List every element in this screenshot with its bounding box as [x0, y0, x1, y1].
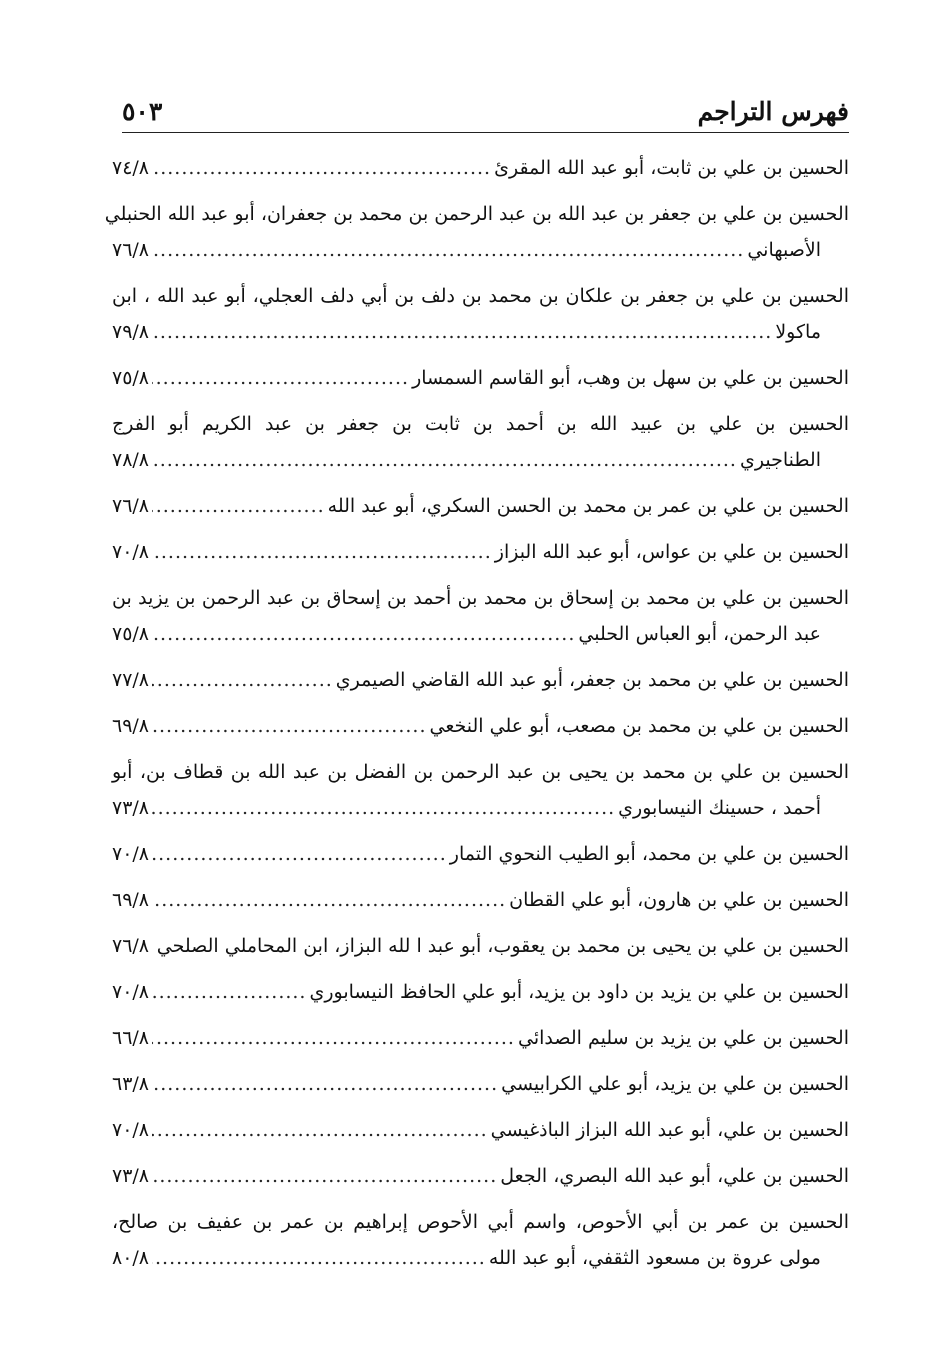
entry-line [112, 928, 849, 964]
dot-leader [152, 974, 306, 1010]
entry-line [112, 406, 849, 442]
entry-name-text: مولى عروة بن مسعود الثقفي، أبو عبد الله [488, 1247, 821, 1269]
dot-leader [152, 442, 737, 478]
entry-line [104, 196, 849, 232]
index-entry [112, 836, 849, 872]
volume-page-ref: ٧٥/٨ [112, 623, 150, 645]
volume-page-ref: ٧٠/٨ [112, 1119, 150, 1141]
index-entry [112, 708, 849, 744]
dot-leader [152, 616, 575, 652]
header-rule [122, 132, 849, 133]
entry-line [112, 1112, 849, 1148]
index-entry [112, 360, 849, 396]
running-title: فهرس التراجم [697, 97, 849, 126]
volume-page-ref: ٦٦/٨ [112, 1027, 150, 1049]
volume-page-ref: ٧٦/٨ [112, 935, 150, 957]
entry-name-text: الحسين بن علي بن ثابت، أبو عبد الله المقرئ [494, 157, 849, 179]
dot-leader [152, 314, 772, 350]
entry-name-text: الحسين بن علي بن جعفر بن علكان بن محمد بن دلف بن أبي دلف العجلي، أبو عبد الله ، ابن [112, 285, 849, 307]
dot-leader [152, 790, 615, 826]
dot-leader [152, 708, 426, 744]
index-entry [112, 406, 849, 478]
index-entry [112, 534, 849, 570]
entry-line [112, 882, 849, 918]
entry-name-text: ماكولا [775, 321, 821, 343]
dot-leader [152, 1158, 497, 1194]
entry-continuation-line [112, 616, 849, 652]
entry-line [112, 580, 849, 616]
index-entry [112, 1158, 849, 1194]
entry-name-text: الحسين بن علي بن هارون، أبو علي القطان [509, 889, 849, 911]
page-header [122, 78, 849, 126]
volume-page-ref: ٧٠/٨ [112, 541, 150, 563]
volume-page-ref: ٧٠/٨ [112, 843, 150, 865]
entry-continuation-line [112, 442, 849, 478]
volume-page-ref: ٨٠/٨ [112, 1247, 150, 1269]
entry-name-text: الطناجيري [739, 449, 821, 471]
volume-page-ref: ٧٠/٨ [112, 981, 150, 1003]
index-entry [112, 882, 849, 918]
entry-continuation-line [112, 790, 849, 826]
entry-name-text: الحسين بن علي بن يزيد بن سليم الصدائي [517, 1027, 849, 1049]
volume-page-ref: ٧٣/٨ [112, 797, 150, 819]
index-entry [112, 1204, 849, 1276]
entry-line [112, 1066, 849, 1102]
volume-page-ref: ٧٨/٨ [112, 449, 150, 471]
entry-name-text: الحسين بن علي بن يزيد بن داود بن يزيد، أبو علي الحافظ النيسابوري [309, 981, 849, 1003]
volume-page-ref: ٧٣/٨ [112, 1165, 150, 1187]
entry-name-text: الحسين بن عمر بن أبي الأحوص، واسم أبي الأحوص إبراهيم بن عمر بن عفيف بن صالح، [112, 1211, 849, 1233]
entry-name-text: الحسين بن علي بن محمد بن إسحاق بن محمد بن أحمد بن إسحاق بن عبد الرحمن بن يزيد بن [112, 587, 849, 609]
dot-leader [152, 1112, 488, 1148]
index-entry [112, 928, 849, 964]
index-entry [112, 1066, 849, 1102]
index-entry [112, 974, 849, 1010]
page-number: ٥٠٣ [122, 97, 163, 126]
volume-page-ref: ٧٦/٨ [112, 239, 150, 261]
volume-page-ref: ٦٩/٨ [112, 889, 150, 911]
index-entry [112, 488, 849, 524]
index-entry [112, 754, 849, 826]
entry-name-text: الحسين بن علي بن عبيد الله بن أحمد بن ثابت بن جعفر بن عبد الكريم أبو الفرج [112, 413, 849, 435]
dot-leader [152, 488, 325, 524]
dot-leader [152, 1066, 498, 1102]
entry-name-text: الحسين بن علي بن محمد بن يحيى بن عبد الرحمن بن الفضل بن عبد الله بن قطاف بن، أبو [112, 761, 849, 783]
entry-name-text: الحسين بن علي، أبو عبد الله البصري، الجعل [500, 1165, 849, 1187]
entry-line [112, 150, 849, 186]
entry-name-text: الحسين بن علي بن عمر بن محمد بن الحسن السكري، أبو عبد الله [327, 495, 849, 517]
index-entries [104, 150, 849, 1286]
index-entry [112, 150, 849, 186]
entry-line [112, 360, 849, 396]
dot-leader [152, 360, 409, 396]
dot-leader [152, 928, 154, 964]
entry-continuation-line [112, 232, 849, 268]
volume-page-ref: ٧٩/٨ [112, 321, 150, 343]
entry-name-text: عبد الرحمن، أبو العباس الحلبي [578, 623, 821, 645]
entry-name-text: الحسين بن علي، أبو عبد الله البزاز الباذغيسي [490, 1119, 849, 1141]
dot-leader [152, 232, 744, 268]
entry-name-text: الحسين بن علي بن محمد، أبو الطيب النحوي التمار [449, 843, 849, 865]
entry-name-text: الحسين بن علي بن محمد بن مصعب، أبو علي النخعي [429, 715, 849, 737]
entry-line [112, 974, 849, 1010]
entry-name-text: الحسين بن علي بن سهل بن وهب، أبو القاسم السمسار [412, 367, 849, 389]
index-entry [104, 196, 849, 268]
entry-line [112, 836, 849, 872]
index-entry [112, 580, 849, 652]
entry-line [112, 662, 849, 698]
entry-line [112, 1158, 849, 1194]
entry-name-text: الحسين بن علي بن عواس، أبو عبد الله البزاز [494, 541, 849, 563]
dot-leader [152, 882, 506, 918]
entry-line [112, 1020, 849, 1056]
entry-line [112, 1204, 849, 1240]
entry-name-text: الحسين بن علي بن يحيى بن محمد بن يعقوب، أبو عبد ا لله البزاز، ابن المحاملي الصلحي [156, 935, 849, 957]
volume-page-ref: ٦٣/٨ [112, 1073, 150, 1095]
entry-name-text: الحسين بن علي بن يزيد، أبو علي الكرابيسي [501, 1073, 849, 1095]
entry-name-text: الأصبهاني [747, 239, 821, 261]
index-entry [112, 1112, 849, 1148]
volume-page-ref: ٧٤/٨ [112, 157, 150, 179]
entry-continuation-line [112, 1240, 849, 1276]
entry-line [112, 534, 849, 570]
entry-line [112, 278, 849, 314]
entry-name-text: أحمد ، حسينك النيسابوري [618, 797, 821, 819]
volume-page-ref: ٧٦/٨ [112, 495, 150, 517]
volume-page-ref: ٧٥/٨ [112, 367, 150, 389]
volume-page-ref: ٦٩/٨ [112, 715, 150, 737]
index-entry [112, 278, 849, 350]
dot-leader [152, 1240, 486, 1276]
entry-line [112, 488, 849, 524]
index-entry [112, 662, 849, 698]
dot-leader [152, 836, 447, 872]
entry-name-text: الحسين بن علي بن جعفر بن عبد الله بن عبد الرحمن بن محمد بن جعفران، أبو عبد الله الحنبلي [104, 203, 849, 225]
entry-line [112, 754, 849, 790]
volume-page-ref: ٧٧/٨ [112, 669, 150, 691]
entry-line [112, 708, 849, 744]
entry-name-text: الحسين بن علي بن محمد بن جعفر، أبو عبد الله القاضي الصيمري [335, 669, 849, 691]
dot-leader [152, 1020, 515, 1056]
dot-leader [152, 150, 491, 186]
dot-leader [152, 662, 333, 698]
index-entry [112, 1020, 849, 1056]
entry-continuation-line [112, 314, 849, 350]
dot-leader [152, 534, 492, 570]
